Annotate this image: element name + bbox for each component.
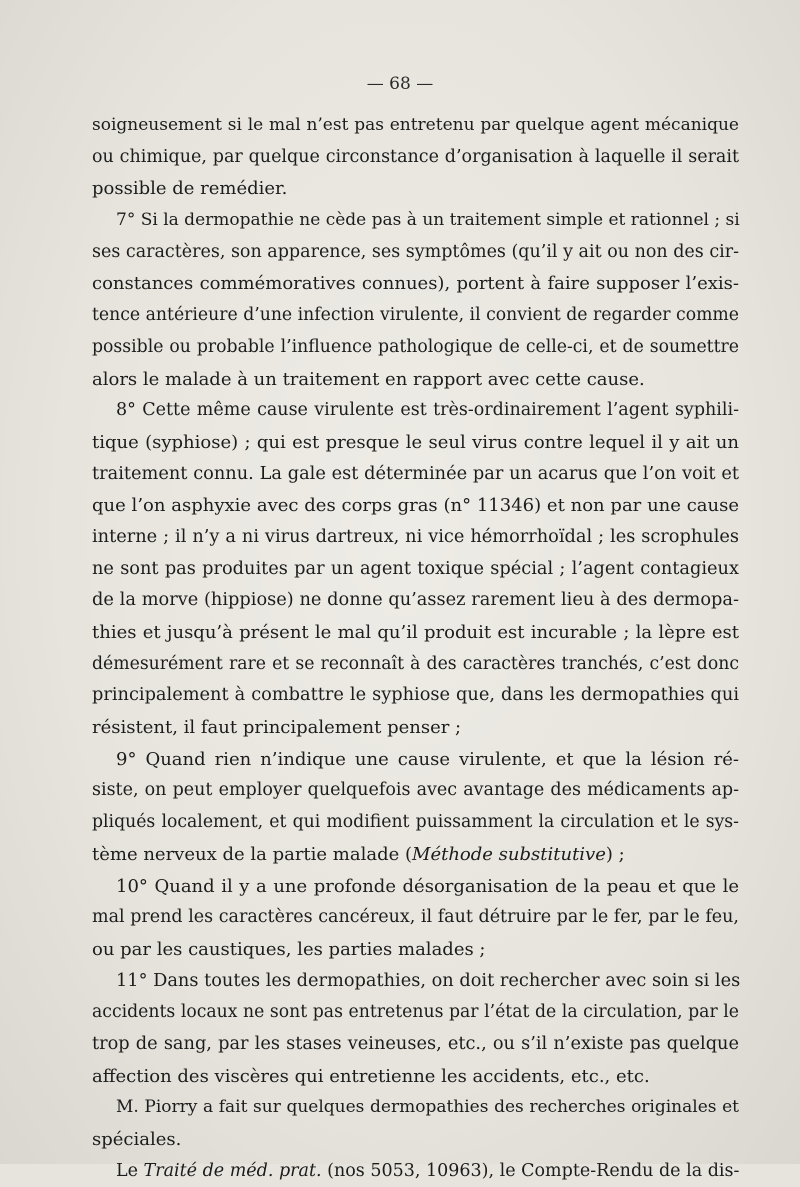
text-line (92, 110, 739, 142)
text-line-content: possible ou probable l’influence pathologique de celle-ci, et de soumettre (92, 336, 739, 357)
text-line-content: constances commémoratives connues), portent à faire supposer l’exis- (92, 273, 739, 295)
text-line-content: accidents locaux ne sont pas entretenus par l’état de la circulation, par le (92, 1002, 739, 1023)
text-line (92, 459, 739, 491)
text-line-content: ne sont pas produites par un agent toxique spécial ; l’agent contagieux (92, 558, 739, 579)
text-line-tail: (nos 5053, 10963), le Compte-Rendu de la dis- (321, 1160, 740, 1181)
text-line-content: tence antérieure d’une infection virulente, il convient de regarder comme (92, 305, 739, 326)
text-line-content: tique (syphiose) ; qui est presque le seul virus contre lequel il y ait un (92, 431, 739, 453)
text-line-content: de la morve (hippiose) ne donne qu’assez rarement lieu à des dermopa- (92, 590, 739, 611)
text-line (92, 1029, 739, 1061)
text-line-content: ou chimique, par quelque circonstance d’organisation à laquelle il serait (92, 146, 739, 167)
text-line (92, 966, 739, 998)
text-line-content: résistent, il faut principalement penser ; (92, 717, 462, 739)
text-line (92, 585, 739, 617)
text-line-content: siste, on peut employer quelquefois avec avantage des médicaments ap- (92, 780, 739, 801)
page-number: — 68 — (366, 74, 434, 94)
text-line (92, 839, 739, 871)
text-line (92, 617, 739, 649)
text-line (92, 934, 739, 966)
text-line (92, 712, 739, 744)
italic-text: Traité de méd. prat. (143, 1160, 322, 1181)
text-line-content: M. Piorry a fait sur quelques dermopathies des recherches originales et (116, 1097, 739, 1118)
text-line-content: interne ; il n’y a ni virus dartreux, ni vice hémorrhoïdal ; les scrophules (92, 526, 739, 547)
text-line (92, 173, 739, 205)
text-line (92, 1061, 739, 1093)
text-line-content: principalement à combattre le syphiose que, dans les dermopathies qui (92, 685, 739, 706)
italic-text: Méthode substitutive (412, 843, 606, 865)
text-line-content: traitement connu. La gale est déterminée par un acarus que l’on voit et (92, 463, 739, 484)
text-line (92, 649, 739, 681)
text-line-content: 11° Dans toutes les dermopathies, on doit rechercher avec soin si les (116, 970, 741, 991)
text-line-content: 7° Si la dermopathie ne cède pas à un traitement simple et rationnel ; si (116, 210, 740, 231)
text-line-content: tème nerveux de la partie malade ( (92, 843, 413, 865)
text-line (92, 364, 739, 396)
text-line (92, 997, 739, 1029)
text-line (92, 205, 739, 237)
text-line (92, 871, 739, 903)
text-line (92, 680, 739, 712)
text-line-content: 8° Cette même cause virulente est très-ordinairement l’agent syphili- (116, 400, 739, 421)
text-line-content: alors le malade à un traitement en rapport avec cette cause. (92, 368, 645, 390)
text-line-content: démesurément rare et se reconnaît à des caractères tranchés, c’est donc (92, 653, 739, 674)
text-line-content: pliqués localement, et qui modifient puissamment la circulation et le sys- (92, 812, 739, 833)
body-text (92, 110, 739, 1187)
text-line (92, 902, 739, 934)
text-line (92, 1124, 739, 1156)
text-line (92, 268, 739, 300)
text-line-tail: ) ; (605, 843, 625, 865)
text-line (92, 237, 739, 269)
text-line-content: 9° Quand rien n’indique une cause virulente, et que la lésion ré- (116, 748, 739, 770)
text-line-content: ou par les caustiques, les parties malades ; (92, 938, 486, 960)
text-line (92, 332, 739, 364)
text-line-content: que l’on asphyxie avec des corps gras (n° 11346) et non par une cause (92, 495, 739, 517)
text-line-content: spéciales. (92, 1129, 182, 1150)
text-line-content: mal prend les caractères cancéreux, il faut détruire par le fer, par le feu, (92, 907, 739, 928)
text-line (92, 807, 739, 839)
text-line (92, 1092, 739, 1124)
text-line (92, 142, 739, 174)
text-line (92, 554, 739, 586)
text-line (92, 775, 739, 807)
text-line-content: affection des viscères qui entretienne les accidents, etc., etc. (92, 1065, 650, 1087)
text-line (92, 490, 739, 522)
text-line-content: thies et jusqu’à présent le mal qu’il produit est incurable ; la lèpre est (92, 622, 739, 643)
text-line (92, 395, 739, 427)
text-line (92, 522, 739, 554)
text-line-content: 10° Quand il y a une profonde désorganisation de la peau et que le (116, 875, 739, 897)
text-line (92, 300, 739, 332)
text-line (92, 744, 739, 776)
text-line-content: soigneusement si le mal n’est pas entretenu par quelque agent mécanique (92, 115, 739, 135)
text-line-content: Le (116, 1160, 144, 1181)
text-line-content: possible de remédier. (92, 178, 288, 200)
text-line (92, 427, 739, 459)
text-line-content: trop de sang, par les stases veineuses, etc., ou s’il n’existe pas quelque (92, 1033, 739, 1054)
text-line-content: ses caractères, son apparence, ses symptômes (qu’il y ait ou non des cir- (92, 241, 739, 262)
text-line (92, 1156, 739, 1187)
